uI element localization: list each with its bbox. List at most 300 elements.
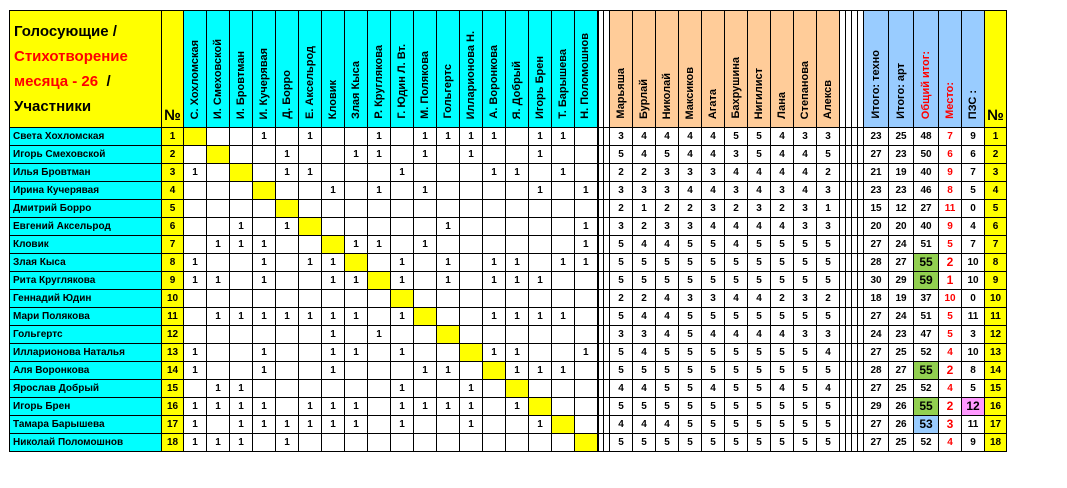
vote-cell: 1 <box>253 416 276 434</box>
score-cell: 5 <box>656 254 679 272</box>
vote-cell <box>299 146 322 164</box>
score-cell: 5 <box>748 128 771 146</box>
row-number-right: 17 <box>985 416 1007 434</box>
participant-col-header <box>460 11 483 128</box>
vote-cell <box>529 236 552 254</box>
vote-cell <box>506 182 529 200</box>
vote-cell: 1 <box>368 128 391 146</box>
score-cell: 5 <box>748 434 771 452</box>
score-cell: 2 <box>679 200 702 218</box>
vote-cell: 1 <box>368 326 391 344</box>
vote-cell: 1 <box>230 236 253 254</box>
vote-cell <box>253 182 276 200</box>
score-cell: 5 <box>656 146 679 164</box>
vote-cell <box>483 434 506 452</box>
vote-cell <box>276 236 299 254</box>
score-cell: 3 <box>794 326 817 344</box>
vote-cell: 1 <box>552 308 575 326</box>
vote-cell <box>184 146 207 164</box>
score-cell: 5 <box>702 308 725 326</box>
vote-cell: 1 <box>253 236 276 254</box>
vote-cell <box>506 128 529 146</box>
score-cell: 4 <box>725 236 748 254</box>
row-number-right: 2 <box>985 146 1007 164</box>
score-cell: 5 <box>610 434 633 452</box>
score-cell: 3 <box>817 326 840 344</box>
overall-total: 46 <box>914 182 939 200</box>
num-header: № <box>162 11 184 128</box>
participant-name: Игорь Брен <box>10 398 162 416</box>
vote-cell <box>483 380 506 398</box>
vote-cell: 1 <box>230 398 253 416</box>
vote-cell: 1 <box>276 146 299 164</box>
vote-cell: 1 <box>253 254 276 272</box>
table-row <box>10 254 1007 272</box>
total-col-header-label: Место: <box>943 82 956 119</box>
pzs-cell: 10 <box>962 254 985 272</box>
vote-cell <box>483 146 506 164</box>
vote-cell <box>230 254 253 272</box>
vote-cell <box>276 182 299 200</box>
participant-col-header-label: Гольгертс <box>441 64 454 119</box>
score-cell: 2 <box>633 218 656 236</box>
vote-cell: 1 <box>391 398 414 416</box>
pzs-cell: 3 <box>962 326 985 344</box>
score-cell: 5 <box>633 398 656 416</box>
vote-cell <box>460 308 483 326</box>
score-cell: 4 <box>725 218 748 236</box>
vote-cell <box>368 434 391 452</box>
score-cell: 5 <box>679 398 702 416</box>
art-total: 23 <box>889 146 914 164</box>
score-cell: 5 <box>725 380 748 398</box>
vote-cell: 1 <box>276 308 299 326</box>
participant-name: Тамара Барышева <box>10 416 162 434</box>
participant-col-header-label: С. Хохломская <box>188 39 201 119</box>
score-cell: 2 <box>725 200 748 218</box>
vote-cell <box>460 182 483 200</box>
vote-cell: 1 <box>253 308 276 326</box>
external-col-header <box>748 11 771 128</box>
vote-cell <box>483 362 506 380</box>
techno-total: 27 <box>864 308 889 326</box>
vote-cell <box>276 272 299 290</box>
vote-cell: 1 <box>506 362 529 380</box>
total-col-header-label: Итого: техно <box>869 50 882 119</box>
score-cell: 5 <box>679 236 702 254</box>
vote-cell <box>506 434 529 452</box>
score-cell: 5 <box>748 236 771 254</box>
vote-cell <box>230 200 253 218</box>
vote-cell <box>253 164 276 182</box>
vote-cell: 1 <box>253 128 276 146</box>
participant-col-header <box>391 11 414 128</box>
vote-cell <box>276 128 299 146</box>
score-cell: 4 <box>656 128 679 146</box>
score-cell: 5 <box>656 272 679 290</box>
score-cell: 5 <box>610 308 633 326</box>
score-cell: 4 <box>656 308 679 326</box>
vote-cell <box>414 272 437 290</box>
participant-col-header <box>483 11 506 128</box>
vote-cell <box>230 362 253 380</box>
vote-cell: 1 <box>552 164 575 182</box>
vote-cell <box>414 290 437 308</box>
vote-cell <box>207 362 230 380</box>
participant-col-header <box>506 11 529 128</box>
score-cell: 5 <box>610 272 633 290</box>
score-cell: 4 <box>748 290 771 308</box>
score-cell: 4 <box>633 236 656 254</box>
score-cell: 4 <box>725 290 748 308</box>
row-number: 16 <box>162 398 184 416</box>
vote-cell: 1 <box>552 362 575 380</box>
score-cell: 4 <box>656 236 679 254</box>
overall-total: 55 <box>914 254 939 272</box>
vote-cell: 1 <box>322 182 345 200</box>
vote-cell <box>368 344 391 362</box>
techno-total: 18 <box>864 290 889 308</box>
score-cell: 2 <box>817 290 840 308</box>
participant-col-header-label: Т. Барышева <box>556 49 569 119</box>
score-cell: 5 <box>679 308 702 326</box>
score-cell: 5 <box>794 362 817 380</box>
participant-name: Рита Круглякова <box>10 272 162 290</box>
vote-cell <box>414 218 437 236</box>
row-number: 1 <box>162 128 184 146</box>
row-number-right: 16 <box>985 398 1007 416</box>
score-cell: 5 <box>748 308 771 326</box>
score-cell: 5 <box>702 344 725 362</box>
vote-cell <box>575 164 598 182</box>
vote-cell <box>184 218 207 236</box>
external-col-header <box>656 11 679 128</box>
score-cell: 5 <box>794 416 817 434</box>
score-cell: 3 <box>725 146 748 164</box>
score-cell: 5 <box>610 344 633 362</box>
pzs-cell: 6 <box>962 146 985 164</box>
vote-cell <box>552 218 575 236</box>
score-cell: 5 <box>771 236 794 254</box>
vote-cell: 1 <box>414 146 437 164</box>
row-number: 17 <box>162 416 184 434</box>
vote-cell <box>299 362 322 380</box>
score-cell: 2 <box>771 200 794 218</box>
table-row <box>10 362 1007 380</box>
score-cell: 5 <box>702 362 725 380</box>
vote-cell <box>368 362 391 380</box>
score-cell: 4 <box>702 218 725 236</box>
overall-total: 51 <box>914 308 939 326</box>
vote-cell: 1 <box>368 236 391 254</box>
external-col-header-label: Бурлай <box>637 78 650 119</box>
vote-cell: 1 <box>345 416 368 434</box>
score-cell: 3 <box>633 182 656 200</box>
vote-cell <box>529 200 552 218</box>
vote-cell <box>575 308 598 326</box>
vote-cell: 1 <box>230 416 253 434</box>
vote-cell <box>414 416 437 434</box>
score-cell: 5 <box>794 272 817 290</box>
row-number-right: 12 <box>985 326 1007 344</box>
score-cell: 5 <box>748 398 771 416</box>
score-cell: 3 <box>771 182 794 200</box>
vote-cell <box>483 416 506 434</box>
place-cell: 9 <box>939 218 962 236</box>
pzs-cell: 5 <box>962 182 985 200</box>
vote-cell: 1 <box>276 164 299 182</box>
participant-col-header <box>345 11 368 128</box>
score-cell: 3 <box>702 290 725 308</box>
score-cell: 5 <box>656 380 679 398</box>
vote-cell: 1 <box>391 380 414 398</box>
vote-cell <box>483 398 506 416</box>
row-number: 4 <box>162 182 184 200</box>
external-col-header-label: Агата <box>706 88 719 119</box>
vote-cell <box>414 344 437 362</box>
row-number-right: 13 <box>985 344 1007 362</box>
vote-cell <box>506 326 529 344</box>
participant-col-header-label: Е. Аксельрод <box>303 45 316 119</box>
vote-cell: 1 <box>207 236 230 254</box>
vote-cell <box>253 380 276 398</box>
row-number-right: 4 <box>985 182 1007 200</box>
vote-cell: 1 <box>483 272 506 290</box>
pzs-cell: 0 <box>962 290 985 308</box>
participant-col-header <box>322 11 345 128</box>
vote-cell <box>230 326 253 344</box>
score-cell: 3 <box>702 164 725 182</box>
vote-cell <box>414 200 437 218</box>
participant-col-header-label: А. Воронкова <box>487 45 500 119</box>
score-cell: 5 <box>771 362 794 380</box>
vote-cell: 1 <box>437 272 460 290</box>
table-title <box>10 11 162 128</box>
vote-cell: 1 <box>276 416 299 434</box>
table-row <box>10 182 1007 200</box>
score-cell: 4 <box>633 128 656 146</box>
external-col-header <box>610 11 633 128</box>
score-cell: 5 <box>748 146 771 164</box>
participant-col-header-label: Илларионова Н. <box>464 30 477 119</box>
vote-cell <box>460 290 483 308</box>
vote-cell <box>345 254 368 272</box>
vote-cell <box>552 344 575 362</box>
participant-col-header <box>529 11 552 128</box>
vote-cell: 1 <box>506 272 529 290</box>
vote-cell: 1 <box>391 164 414 182</box>
vote-cell: 1 <box>230 308 253 326</box>
vote-cell: 1 <box>506 398 529 416</box>
vote-cell <box>575 380 598 398</box>
vote-cell <box>322 380 345 398</box>
score-cell: 5 <box>702 236 725 254</box>
vote-cell <box>368 218 391 236</box>
vote-cell: 1 <box>437 398 460 416</box>
score-cell: 5 <box>794 380 817 398</box>
score-cell: 4 <box>771 380 794 398</box>
overall-total: 55 <box>914 398 939 416</box>
score-cell: 5 <box>725 416 748 434</box>
vote-cell <box>575 146 598 164</box>
external-col-header-label: Нигилист <box>752 67 765 119</box>
row-number: 15 <box>162 380 184 398</box>
vote-cell <box>276 290 299 308</box>
external-col-header-label: Марьяша <box>614 68 627 119</box>
score-cell: 4 <box>748 182 771 200</box>
vote-cell: 1 <box>506 344 529 362</box>
vote-cell <box>483 182 506 200</box>
vote-cell <box>506 236 529 254</box>
overall-total: 48 <box>914 128 939 146</box>
vote-cell <box>552 398 575 416</box>
vote-cell <box>345 218 368 236</box>
vote-cell: 1 <box>368 146 391 164</box>
vote-cell <box>207 290 230 308</box>
techno-total: 27 <box>864 416 889 434</box>
vote-cell: 1 <box>529 308 552 326</box>
vote-cell <box>276 200 299 218</box>
vote-cell: 1 <box>322 308 345 326</box>
vote-cell: 1 <box>345 146 368 164</box>
participant-name: Илларионова Наталья <box>10 344 162 362</box>
score-cell: 5 <box>748 380 771 398</box>
vote-cell: 1 <box>529 182 552 200</box>
vote-cell: 1 <box>529 128 552 146</box>
score-cell: 5 <box>771 344 794 362</box>
art-total: 27 <box>889 362 914 380</box>
score-cell: 2 <box>656 200 679 218</box>
vote-cell <box>368 416 391 434</box>
score-cell: 5 <box>702 272 725 290</box>
vote-cell: 1 <box>460 398 483 416</box>
external-col-header-label: Алексв <box>821 79 834 119</box>
participant-col-header <box>230 11 253 128</box>
vote-cell <box>575 416 598 434</box>
row-number-right: 10 <box>985 290 1007 308</box>
row-number: 14 <box>162 362 184 380</box>
vote-cell <box>207 344 230 362</box>
overall-total: 50 <box>914 146 939 164</box>
vote-cell: 1 <box>368 182 391 200</box>
table-row <box>10 236 1007 254</box>
art-total: 26 <box>889 398 914 416</box>
pzs-cell: 9 <box>962 128 985 146</box>
vote-cell: 1 <box>322 362 345 380</box>
vote-cell: 1 <box>299 254 322 272</box>
overall-total: 59 <box>914 272 939 290</box>
score-cell: 3 <box>656 218 679 236</box>
vote-cell: 1 <box>207 272 230 290</box>
vote-cell <box>368 254 391 272</box>
vote-cell <box>529 380 552 398</box>
techno-total: 23 <box>864 182 889 200</box>
vote-cell <box>437 344 460 362</box>
vote-cell: 1 <box>345 236 368 254</box>
vote-cell <box>437 182 460 200</box>
score-cell: 4 <box>771 164 794 182</box>
techno-total: 27 <box>864 146 889 164</box>
total-col-header-label: Итого: арт <box>894 63 907 119</box>
vote-cell: 1 <box>207 380 230 398</box>
row-number-right: 9 <box>985 272 1007 290</box>
vote-cell: 1 <box>345 308 368 326</box>
score-cell: 3 <box>679 290 702 308</box>
score-cell: 1 <box>817 200 840 218</box>
table-row <box>10 218 1007 236</box>
vote-cell: 1 <box>230 380 253 398</box>
score-cell: 5 <box>702 398 725 416</box>
score-cell: 4 <box>725 164 748 182</box>
vote-cell <box>506 290 529 308</box>
vote-cell: 1 <box>253 362 276 380</box>
vote-cell <box>345 164 368 182</box>
vote-cell: 1 <box>184 362 207 380</box>
score-cell: 5 <box>771 434 794 452</box>
score-cell: 3 <box>610 128 633 146</box>
participant-name: Кловик <box>10 236 162 254</box>
place-cell: 5 <box>939 326 962 344</box>
participant-col-header <box>276 11 299 128</box>
row-number: 7 <box>162 236 184 254</box>
vote-cell <box>230 128 253 146</box>
participant-name: Мари Полякова <box>10 308 162 326</box>
score-cell: 5 <box>610 146 633 164</box>
participant-col-header-label: И. Бровтман <box>234 50 247 119</box>
vote-cell: 1 <box>575 344 598 362</box>
vote-cell: 1 <box>230 218 253 236</box>
vote-cell: 1 <box>299 416 322 434</box>
score-cell: 4 <box>702 182 725 200</box>
row-number-right: 14 <box>985 362 1007 380</box>
vote-cell: 1 <box>345 398 368 416</box>
vote-cell <box>529 218 552 236</box>
participant-col-header-label: Кловик <box>326 79 339 119</box>
score-cell: 4 <box>633 380 656 398</box>
vote-cell <box>299 200 322 218</box>
vote-cell <box>253 218 276 236</box>
art-total: 29 <box>889 272 914 290</box>
vote-cell: 1 <box>506 254 529 272</box>
participant-col-header-label: Р. Круглякова <box>372 45 385 119</box>
vote-cell <box>552 272 575 290</box>
score-cell: 5 <box>633 254 656 272</box>
row-number: 12 <box>162 326 184 344</box>
vote-cell <box>253 434 276 452</box>
title-line-4: Участники <box>14 98 92 115</box>
vote-cell <box>207 218 230 236</box>
row-number: 8 <box>162 254 184 272</box>
score-cell: 2 <box>633 164 656 182</box>
participant-col-header-label: Д. Борро <box>280 70 293 119</box>
score-cell: 4 <box>771 146 794 164</box>
vote-cell <box>207 182 230 200</box>
vote-cell <box>391 326 414 344</box>
vote-cell: 1 <box>575 236 598 254</box>
vote-cell <box>460 236 483 254</box>
score-cell: 5 <box>817 272 840 290</box>
vote-cell <box>575 398 598 416</box>
participant-col-header <box>253 11 276 128</box>
place-cell: 8 <box>939 182 962 200</box>
score-cell: 5 <box>817 416 840 434</box>
row-number-right: 3 <box>985 164 1007 182</box>
participant-name: Илья Бровтман <box>10 164 162 182</box>
overall-total: 52 <box>914 380 939 398</box>
row-number: 9 <box>162 272 184 290</box>
score-cell: 1 <box>633 200 656 218</box>
score-cell: 5 <box>794 344 817 362</box>
